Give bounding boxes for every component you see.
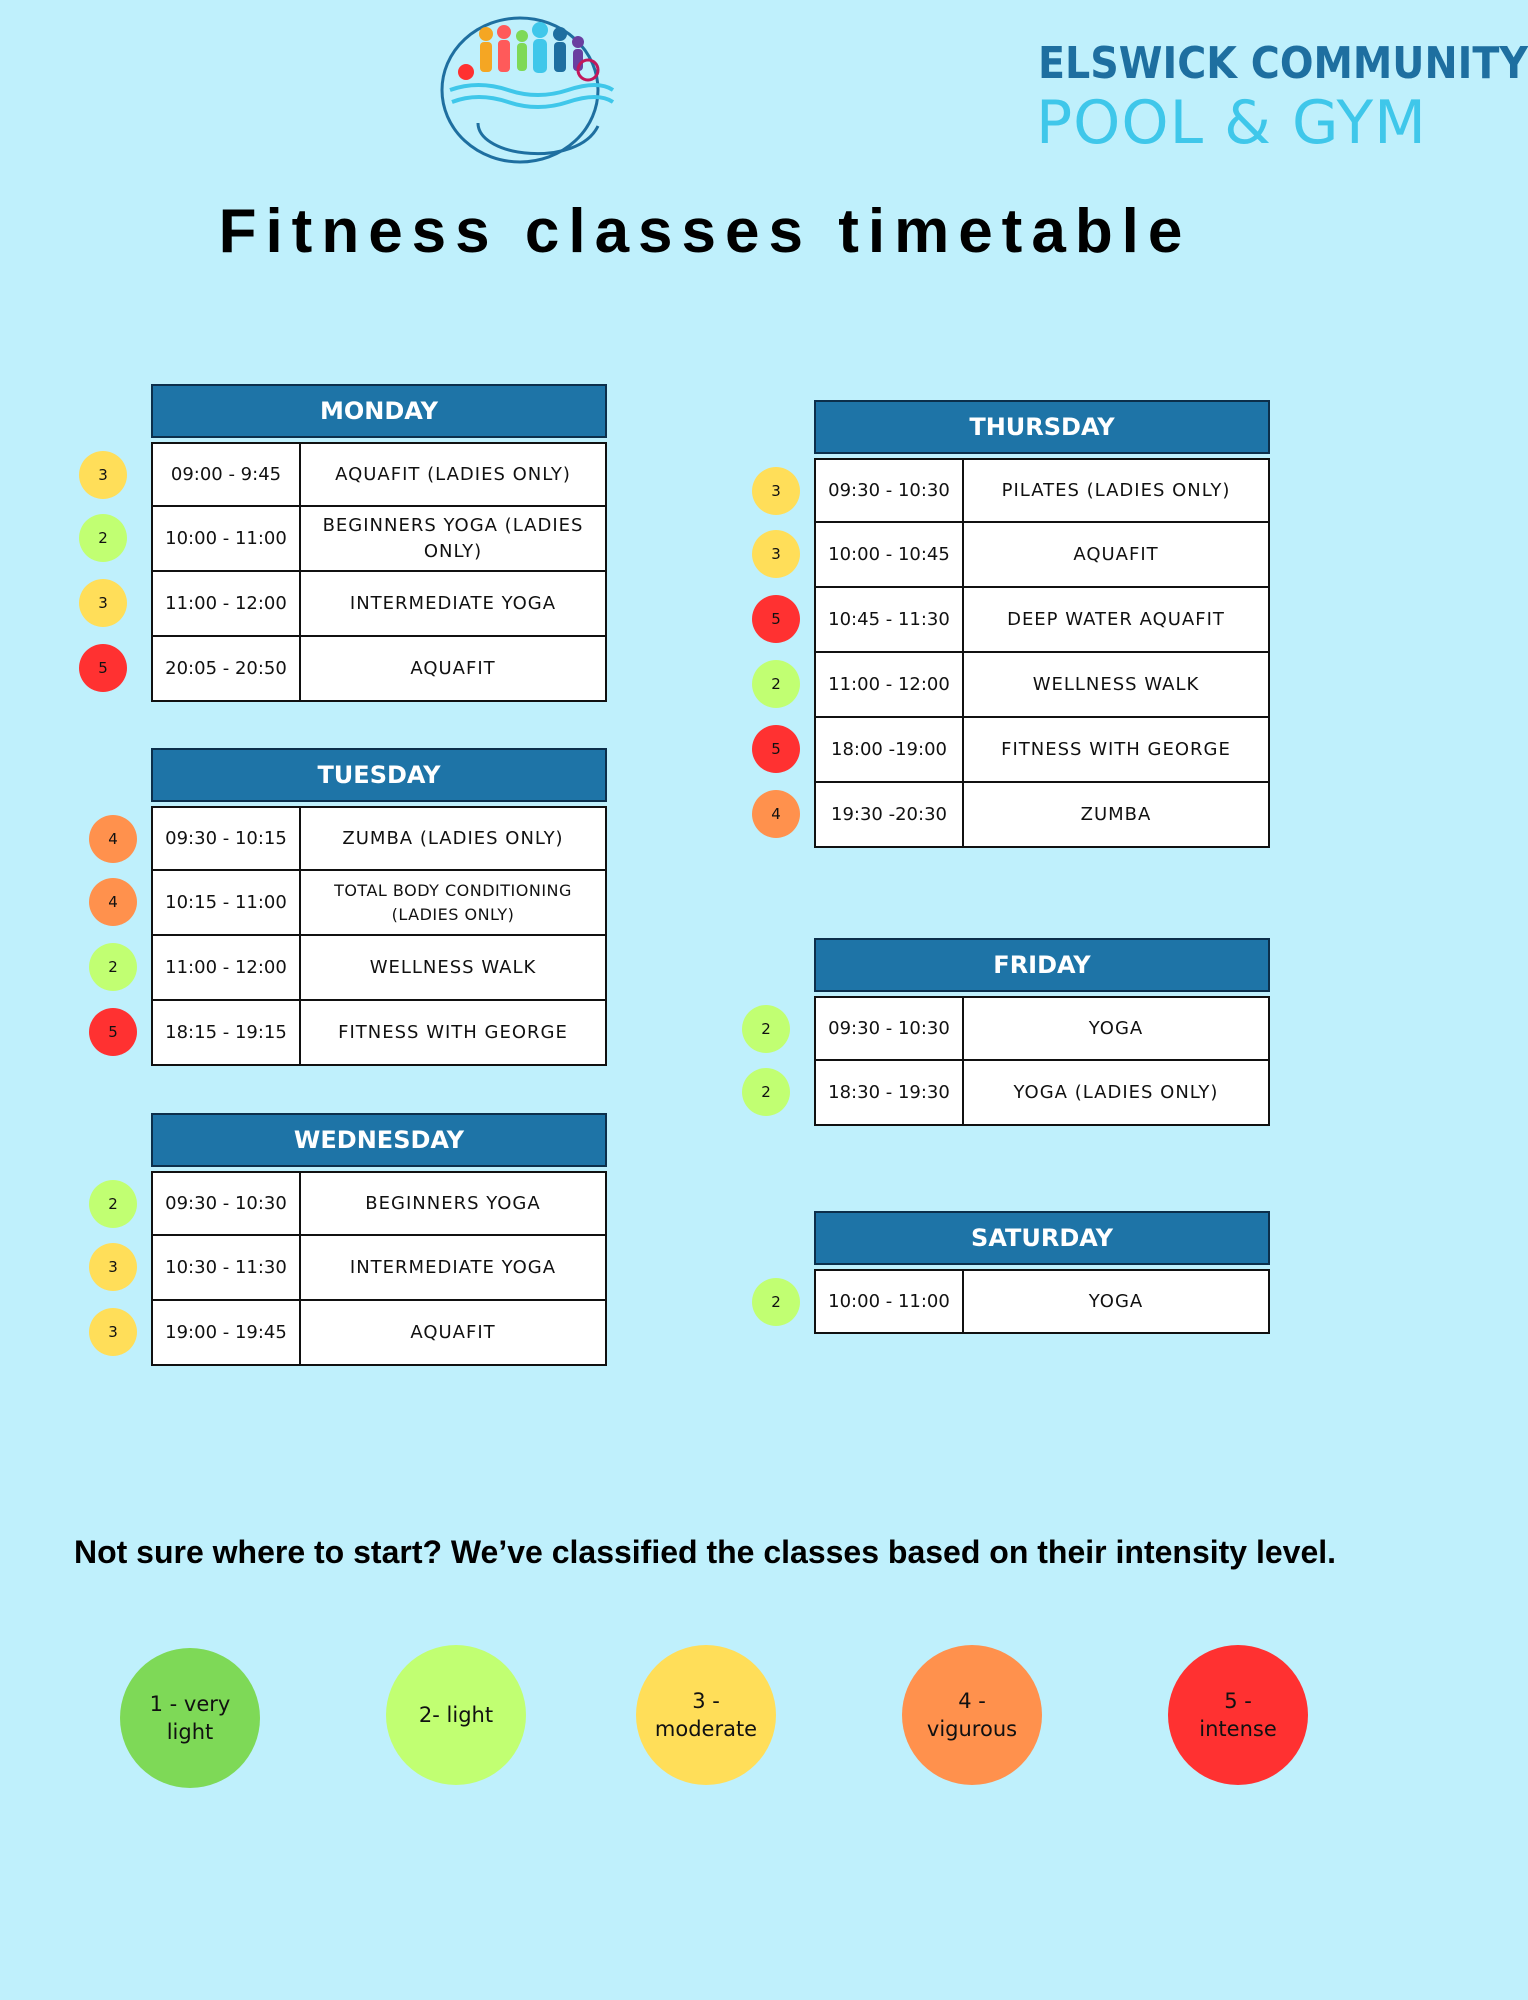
- table-row: [98, 507, 607, 572]
- table-row: [108, 1236, 607, 1301]
- legend-level-4: [902, 1645, 1042, 1785]
- legend-level-1: [120, 1648, 260, 1788]
- session-time: 19:00 - 19:45: [153, 1301, 301, 1364]
- intensity-badge: 5: [89, 1008, 137, 1056]
- session-time: 09:30 - 10:30: [816, 998, 964, 1059]
- legend-level-5: [1168, 1645, 1308, 1785]
- session-class: YOGA (LADIES ONLY): [1013, 1081, 1219, 1103]
- session-class: AQUAFIT: [1073, 543, 1159, 565]
- table-row: [771, 588, 1270, 653]
- intensity-badge: 3: [89, 1243, 137, 1291]
- session-class: YOGA: [1088, 1290, 1144, 1312]
- session-class: YOGA: [1088, 1017, 1144, 1039]
- session-time: 18:15 - 19:15: [153, 1001, 301, 1064]
- session-time: 11:00 - 12:00: [816, 653, 964, 716]
- legend-label-line2: vigurous: [926, 1717, 1018, 1741]
- table-row: [108, 806, 607, 871]
- intensity-badge: 5: [752, 725, 800, 773]
- session-time: 10:45 - 11:30: [816, 588, 964, 651]
- intensity-badge: 2: [742, 1005, 790, 1053]
- table-row: [771, 1269, 1270, 1334]
- session-class: AQUAFIT: [410, 1321, 496, 1343]
- intensity-badge: 2: [752, 660, 800, 708]
- legend-label-line2: intense: [1199, 1717, 1277, 1741]
- intensity-badge: 4: [752, 790, 800, 838]
- session-time: 09:30 - 10:30: [816, 460, 964, 521]
- legend-label-line1: 1 - very: [149, 1692, 231, 1716]
- table-row: [771, 458, 1270, 523]
- day-header: THURSDAY: [814, 400, 1270, 454]
- table-row: [771, 718, 1270, 783]
- session-time: 10:00 - 10:45: [816, 523, 964, 586]
- day-table-thursday: [771, 400, 1270, 848]
- legend-level-2: [386, 1645, 526, 1785]
- session-time: 10:30 - 11:30: [153, 1236, 301, 1299]
- day-header: FRIDAY: [814, 938, 1270, 992]
- session-class: ZUMBA (LADIES ONLY): [342, 827, 564, 849]
- day-table-saturday: [771, 1211, 1270, 1334]
- logo-subtitle: POOL & GYM: [1036, 88, 1427, 158]
- session-class: FITNESS WITH GEORGE: [1001, 738, 1231, 760]
- session-class: PILATES (LADIES ONLY): [1001, 479, 1231, 501]
- legend-label-line2: moderate: [654, 1717, 758, 1741]
- table-row: [98, 637, 607, 702]
- intensity-badge: 2: [742, 1068, 790, 1116]
- session-class: TOTAL BODY CONDITIONING (LADIES ONLY): [334, 880, 572, 924]
- legend-label-line1: 2- light: [418, 1703, 494, 1727]
- session-time: 09:30 - 10:30: [153, 1173, 301, 1234]
- session-time: 19:30 -20:30: [816, 783, 964, 846]
- session-time: 20:05 - 20:50: [153, 637, 301, 700]
- session-time: 09:30 - 10:15: [153, 808, 301, 869]
- table-row: [771, 653, 1270, 718]
- day-table-tuesday: [108, 748, 607, 1066]
- session-class: WELLNESS WALK: [1032, 673, 1200, 695]
- session-class: INTERMEDIATE YOGA: [349, 592, 557, 614]
- session-time: 10:15 - 11:00: [153, 871, 301, 934]
- session-class: WELLNESS WALK: [369, 956, 537, 978]
- legend-label-line2: light: [166, 1720, 214, 1744]
- day-table-wednesday: [108, 1113, 607, 1366]
- legend-label: [1199, 1687, 1276, 1743]
- legend-label-line1: 5 -: [1224, 1689, 1252, 1713]
- legend-label-line1: 4 -: [958, 1689, 986, 1713]
- intensity-badge: 3: [79, 451, 127, 499]
- table-row: [771, 523, 1270, 588]
- table-row: [761, 996, 1270, 1061]
- table-row: [771, 783, 1270, 848]
- session-time: 11:00 - 12:00: [153, 936, 301, 999]
- intensity-badge: 2: [752, 1278, 800, 1326]
- intensity-badge: 3: [79, 579, 127, 627]
- table-row: [108, 1001, 607, 1066]
- intensity-prompt: Not sure where to start? We’ve classified the classes based on their intensity level.: [73, 1534, 1337, 1570]
- session-time: 10:00 - 11:00: [816, 1271, 964, 1332]
- session-class: BEGINNERS YOGA (LADIES ONLY): [322, 514, 584, 562]
- intensity-badge: 4: [89, 878, 137, 926]
- session-class: AQUAFIT (LADIES ONLY): [335, 463, 571, 485]
- logo-emblem-icon: [438, 8, 978, 174]
- page-title: Fitness classes timetable: [218, 197, 1192, 266]
- day-table-friday: [761, 938, 1270, 1126]
- intensity-badge: 3: [752, 530, 800, 578]
- day-header: TUESDAY: [151, 748, 607, 802]
- session-time: 10:00 - 11:00: [153, 507, 301, 570]
- legend-label: [419, 1701, 493, 1729]
- table-row: [108, 936, 607, 1001]
- session-class: ZUMBA: [1080, 803, 1152, 825]
- table-row: [761, 1061, 1270, 1126]
- intensity-badge: 2: [89, 1180, 137, 1228]
- intensity-badge: 5: [79, 644, 127, 692]
- intensity-badge: 4: [89, 815, 137, 863]
- legend-label-line1: 3 -: [692, 1689, 720, 1713]
- session-class: DEEP WATER AQUAFIT: [1007, 608, 1225, 630]
- intensity-badge: 2: [89, 943, 137, 991]
- session-time: 09:00 - 9:45: [153, 444, 301, 505]
- intensity-badge: 3: [752, 467, 800, 515]
- day-header: WEDNESDAY: [151, 1113, 607, 1167]
- intensity-badge: 5: [752, 595, 800, 643]
- session-class: AQUAFIT: [410, 657, 496, 679]
- legend-level-3: [636, 1645, 776, 1785]
- logo-title: ELSWICK COMMUNITY: [1038, 38, 1528, 89]
- session-time: 18:00 -19:00: [816, 718, 964, 781]
- table-row: [108, 871, 607, 936]
- intensity-badge: 3: [89, 1308, 137, 1356]
- table-row: [108, 1301, 607, 1366]
- session-class: INTERMEDIATE YOGA: [349, 1256, 557, 1278]
- session-class: FITNESS WITH GEORGE: [338, 1021, 568, 1043]
- day-header: MONDAY: [151, 384, 607, 438]
- legend-label: [150, 1690, 231, 1746]
- table-row: [98, 572, 607, 637]
- intensity-badge: 2: [79, 514, 127, 562]
- table-row: [108, 1171, 607, 1236]
- table-row: [98, 442, 607, 507]
- logo: [438, 8, 1528, 174]
- day-header: SATURDAY: [814, 1211, 1270, 1265]
- day-table-monday: [98, 384, 607, 702]
- legend-label: [927, 1687, 1017, 1743]
- legend-label: [655, 1687, 757, 1743]
- session-time: 11:00 - 12:00: [153, 572, 301, 635]
- session-time: 18:30 - 19:30: [816, 1061, 964, 1124]
- session-class: BEGINNERS YOGA: [365, 1192, 541, 1214]
